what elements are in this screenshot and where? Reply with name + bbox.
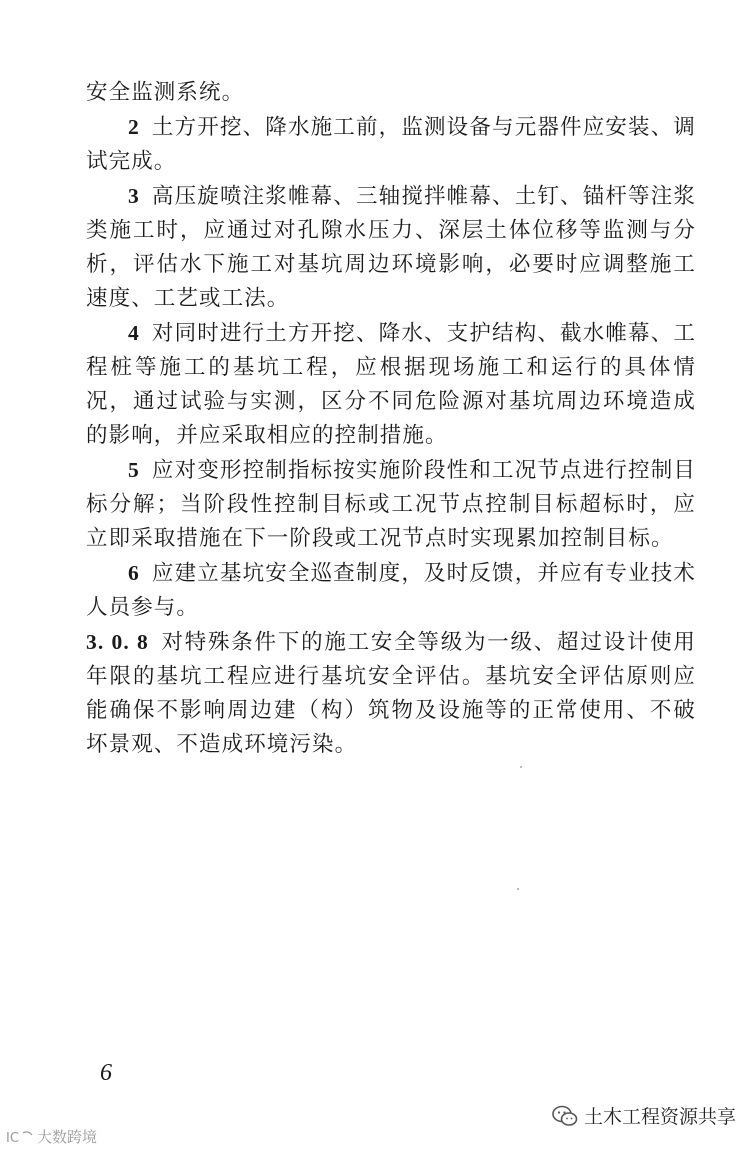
section-text: 对特殊条件下的施工安全等级为一级、超过设计使用年限的基坑工程应进行基坑安全评估。基坑安全评估原则应能确保不影响周边建（构）筑物及设施等的正常使用、不破坏景观、不造成环境污染。 [86,630,696,757]
item-text: 应对变形控制指标按实施阶段性和工况节点进行控制目标分解；当阶段性控制目标或工况节点控制目标超标时，应立即采取措施在下一阶段或工况节点时实现累加控制目标。 [86,458,696,551]
list-item-6 [86,556,696,625]
list-item-2 [86,110,696,179]
ic-logo-icon [6,1129,34,1145]
paragraph-text: 安全监测系统。 [86,80,245,105]
scan-speck [520,766,522,768]
wechat-account-name: 土木工程资源共享 [583,1106,736,1128]
page-number: 6 [100,1060,112,1086]
item-text: 土方开挖、降水施工前，监测设备与元器件应安装、调试完成。 [86,115,696,174]
item-text: 应建立基坑安全巡查制度，及时反馈，并应有专业技术人员参与。 [86,561,696,620]
wechat-watermark [552,1102,736,1129]
item-number: 4 [128,321,140,345]
item-number: 5 [128,458,140,482]
list-item-5 [86,453,696,556]
scan-speck [517,888,519,890]
list-item-4 [86,316,696,453]
svg-text:IC: IC [6,1130,19,1145]
document-body [86,76,696,762]
item-number: 6 [128,561,140,585]
section-3-0-8 [86,625,696,762]
list-item-3 [86,179,696,316]
section-number: 3. 0. 8 [86,630,149,654]
item-number: 2 [128,115,140,139]
wechat-icon [552,1105,578,1127]
corner-watermark-label: 大数跨境 [37,1128,98,1146]
item-text: 高压旋喷注浆帷幕、三轴搅拌帷幕、土钉、锚杆等注浆类施工时，应通过对孔隙水压力、深层土体位移等监测与分析，评估水下施工对基坑周边环境影响，必要时应调整施工速度、工艺或工法。 [86,184,696,311]
item-number: 3 [128,184,140,208]
corner-watermark [6,1126,97,1147]
paragraph-continuation [86,76,696,110]
item-text: 对同时进行土方开挖、降水、支护结构、截水帷幕、工程桩等施工的基坑工程，应根据现场施工和运行的具体情况，通过试验与实测，区分不同危险源对基坑周边环境造成的影响，并应采取相应的控制措施。 [86,321,696,448]
